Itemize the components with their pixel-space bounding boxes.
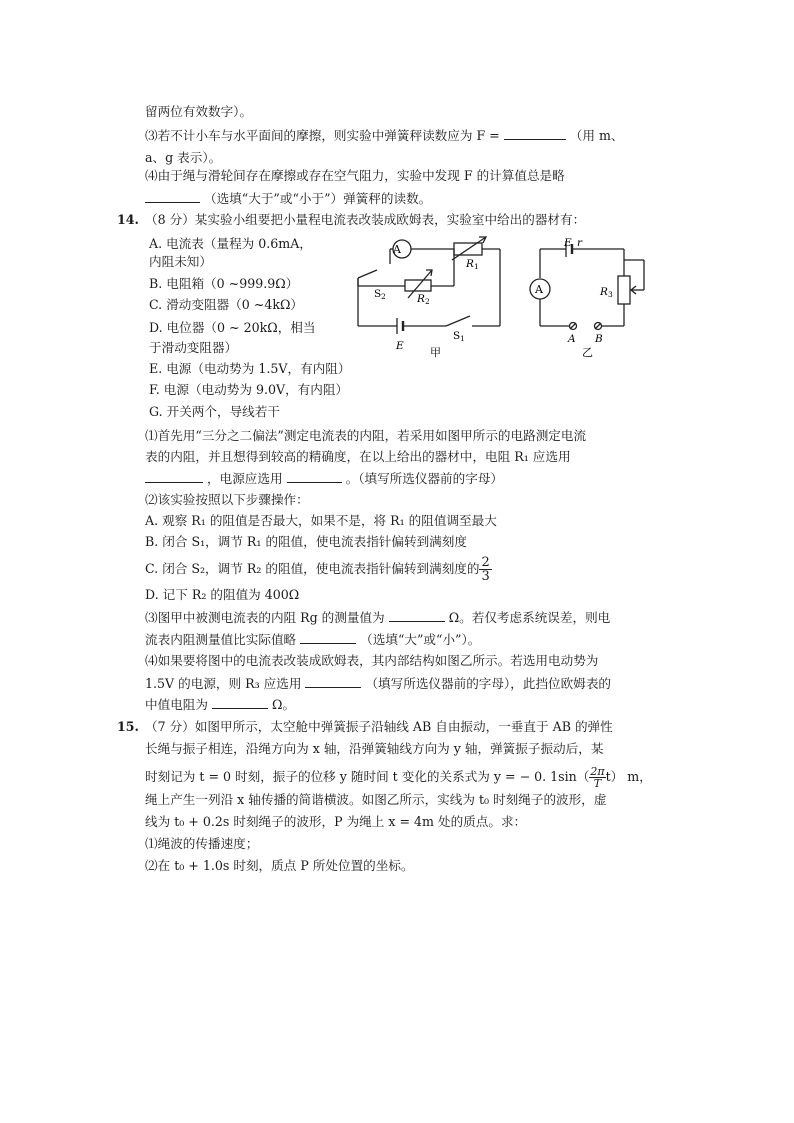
q14-item-d1: D. 电位器（0 ~ 20kΩ，相当: [149, 320, 316, 335]
yi-e-label: E: [564, 237, 572, 249]
q13-part4-line2: [145, 190, 431, 207]
yi-r-label: r: [577, 237, 583, 249]
q14-part4-line2: [145, 675, 611, 692]
q13-part4-blank[interactable]: [145, 190, 200, 203]
q13-line0: 留两位有效数字）。: [145, 104, 253, 119]
circuit-diagram-yi: [522, 232, 652, 364]
q15-line3: [145, 766, 652, 789]
yi-r3-label: R: [600, 286, 608, 298]
q14-part3-text-a: ⑶图甲中被测电流表的内阻 Rg 的测量值为: [145, 610, 385, 625]
jia-s2-subscript: 2: [381, 292, 386, 301]
yi-b-label: B: [595, 333, 603, 345]
jia-s2-label: S: [374, 288, 382, 300]
jia-s1-label: S: [453, 330, 461, 342]
jia-r1-label: R: [466, 258, 474, 270]
q13-part4-line1: ⑷由于绳与滑轮间存在摩擦或存在空气阻力，实验中发现 F 的计算值总是略: [145, 168, 565, 183]
jia-s1-subscript: 1: [460, 334, 465, 343]
jia-r2-label: R: [417, 293, 425, 305]
q14-part2-heading: ⑵该实验按照以下步骤操作：: [145, 492, 309, 507]
q14-intro: （8 分）某实验小组要把小量程电流表改装成欧姆表，实验室中给出的器材有：: [145, 212, 586, 227]
q15-line3-text-b: m，: [623, 769, 652, 784]
yi-a-label: A: [568, 333, 576, 345]
q14-part3-line2: [145, 631, 480, 648]
q14-part1-text-c: ，电源应选用: [207, 471, 283, 486]
q13-part3-text-b: （用 m、: [569, 128, 624, 143]
q15-line5: 线为 t₀ + 0.2s 时刻绳子的波形，P 为绳上 x = 4m 处的质点。求：: [145, 814, 527, 829]
q15-subquestion-2: ⑵在 t₀ + 1.0s 时刻，质点 P 所处位置的坐标。: [145, 858, 414, 873]
q14-item-a1: A. 电流表（量程为 0.6mA，: [149, 236, 312, 251]
fraction-numerator: 2π: [590, 765, 605, 778]
q13-part3-line1: [145, 127, 624, 144]
q15-subquestion-1: ⑴绳波的传播速度；: [145, 836, 259, 851]
jia-r1-subscript: 1: [474, 262, 479, 271]
q14-part1-line1: ⑴首先用“三分之二偏法”测定电流表的内阻，若采用如图甲所示的电路测定电流: [145, 428, 587, 443]
q13-part3-text-a: ⑶若不计小车与水平面间的摩擦，则实验中弹簧秤读数应为 F =: [145, 128, 500, 143]
q14-step-c-text: C. 闭合 S₂，调节 R₂ 的阻值，使电流表指针偏转到满刻度的: [145, 561, 480, 576]
q14-part1-line2: 表的内阻，并且想得到较高的精确度，在以上给出的器材中，电阻 R₁ 应选用: [145, 449, 571, 464]
fraction-denominator: 3: [481, 569, 490, 584]
q14-item-e: E. 电源（电动势为 1.5V，有内阻）: [149, 361, 351, 376]
q14-rg-blank[interactable]: [389, 609, 445, 622]
q15-line1: （7 分）如图甲所示，太空舱中弹簧振子沿轴线 AB 自由振动，一垂直于 AB 的弹性: [145, 719, 613, 734]
jia-caption: 甲: [430, 346, 441, 359]
fraction-numerator: 2: [481, 555, 490, 570]
q14-midresistance-blank[interactable]: [212, 696, 268, 709]
q14-part4-text-c: （填写所选仪器前的字母），此挡位欧姆表的: [365, 676, 612, 691]
q14-part3-text-c: 流表内阻测量值比实际值略: [145, 632, 297, 647]
q14-part4-text-e: Ω。: [272, 697, 296, 712]
q13-part3-blank[interactable]: [504, 127, 566, 140]
fraction-denominator: T: [593, 777, 602, 790]
q15-line3-text-t: t）: [605, 769, 624, 784]
yi-r3-subscript: 3: [608, 290, 613, 299]
q13-part4-text: （选填“大于”或“小于”）弹簧秤的读数。: [204, 191, 432, 206]
jia-ammeter-label: A: [393, 243, 401, 256]
q14-part4-text-b: 1.5V 的电源，则 R₃ 应选用: [145, 676, 302, 691]
q14-part4-line1: ⑷如果要将图中的电流表改装成欧姆表，其内部结构如图乙所示。若选用电动势为: [145, 653, 599, 668]
q14-step-d: D. 记下 R₂ 的阻值为 400Ω: [145, 587, 300, 602]
yi-ammeter-label: A: [535, 283, 543, 296]
q14-item-g: G. 开关两个，导线若干: [149, 404, 280, 419]
q14-compare-blank[interactable]: [300, 631, 356, 644]
q14-part3-text-b: Ω。若仅考虑系统误差，则电: [448, 610, 611, 625]
jia-e-label: E: [396, 340, 404, 352]
q14-step-b: B. 闭合 S₁，调节 R₁ 的阻值，使电流表指针偏转到满刻度: [145, 534, 467, 549]
q14-number: 14.: [117, 212, 139, 227]
q14-part1-text-d: 。（填写所选仪器前的字母）: [345, 471, 504, 486]
q14-part3-text-d: （选填“大”或“小”）。: [360, 632, 481, 647]
q14-r1-blank[interactable]: [145, 470, 203, 483]
q13-part3-line2: a、g 表示）。: [145, 150, 222, 165]
q14-part4-line3: [145, 696, 295, 713]
q15-line3-text-a: 时刻记为 t = 0 时刻，振子的位移 y 随时间 t 变化的关系式为 y = − 0. 1sin（: [145, 769, 590, 784]
q14-item-f: F. 电源（电动势为 9.0V，有内阻）: [149, 382, 349, 397]
q14-part3-line1: [145, 609, 610, 626]
q15-number: 15.: [117, 719, 139, 734]
fraction-two-pi-over-t: [589, 766, 605, 789]
q14-step-a: A. 观察 R₁ 的阻值是否最大，如果不是，将 R₁ 的阻值调至最大: [145, 513, 497, 528]
q14-part1-line3: [145, 470, 503, 487]
yi-caption: 乙: [582, 346, 593, 359]
q14-item-a2: 内阻未知）: [149, 254, 212, 269]
q14-part4-text-d: 中值电阻为: [145, 697, 208, 712]
q14-r3-blank[interactable]: [305, 675, 361, 688]
q14-item-b: B. 电阻箱（0 ~999.9Ω）: [149, 276, 299, 291]
q14-step-c: [145, 556, 492, 583]
q14-item-c: C. 滑动变阻器（0 ~4kΩ）: [149, 297, 304, 312]
q14-item-d2: 于滑动变阻器）: [149, 340, 238, 355]
fraction-two-thirds: [479, 556, 491, 583]
q15-line2: 长绳与振子相连，沿绳方向为 x 轴，沿弹簧轴线方向为 y 轴，弹簧振子振动后，某: [145, 741, 604, 756]
jia-r2-subscript: 2: [425, 297, 430, 306]
q15-line4: 绳上产生一列沿 x 轴传播的简谐横波。如图乙所示，实线为 t₀ 时刻绳子的波形，虚: [145, 792, 607, 807]
circuit-diagram-jia: [350, 232, 510, 364]
q14-source-blank[interactable]: [287, 470, 342, 483]
